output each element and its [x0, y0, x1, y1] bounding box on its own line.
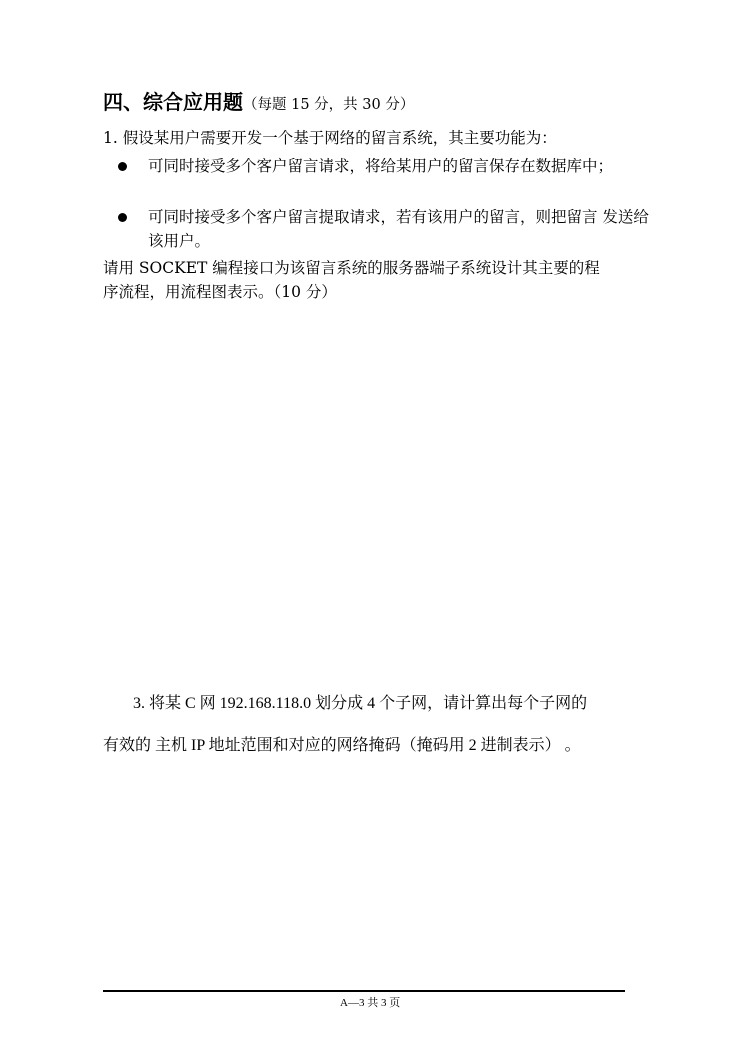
section-heading	[103, 88, 414, 119]
question-1-bullet-1	[118, 154, 658, 202]
question-1-task-line-2: 序流程，用流程图表示。（10 分）	[103, 283, 337, 301]
bullet-text: 可同时接受多个客户留言提取请求，若有该用户的留言，则把留言 发送给该用户。	[148, 208, 649, 250]
section-score-note: （每题 15 分，共 30 分）	[243, 97, 415, 113]
bullet-text: 可同时接受多个客户留言请求，将给某用户的留言保存在数据库中；	[148, 157, 614, 175]
question-3-line-2: 有效的 主机 IP 地址范围和对应的网络掩码（掩码用 2 进制表示） 。	[103, 737, 581, 754]
bullet-dot-icon	[118, 162, 127, 171]
section-title: 四、综合应用题	[103, 90, 243, 114]
question-1-intro: 1. 假设某用户需要开发一个基于网络的留言系统，其主要功能为：	[103, 129, 557, 147]
bullet-dot-icon	[118, 213, 127, 222]
question-1-task-line-1: 请用 SOCKET 编程接口为该留言系统的服务器端子系统设计其主要的程	[103, 259, 600, 277]
question-3-line-1: 3. 将某 C 网 192.168.118.0 划分成 4 个子网，请计算出每个子网的	[133, 695, 588, 712]
page-number: A—3 共 3 页	[340, 997, 401, 1009]
question-1-bullet-2	[118, 205, 658, 253]
footer-divider	[103, 990, 625, 992]
